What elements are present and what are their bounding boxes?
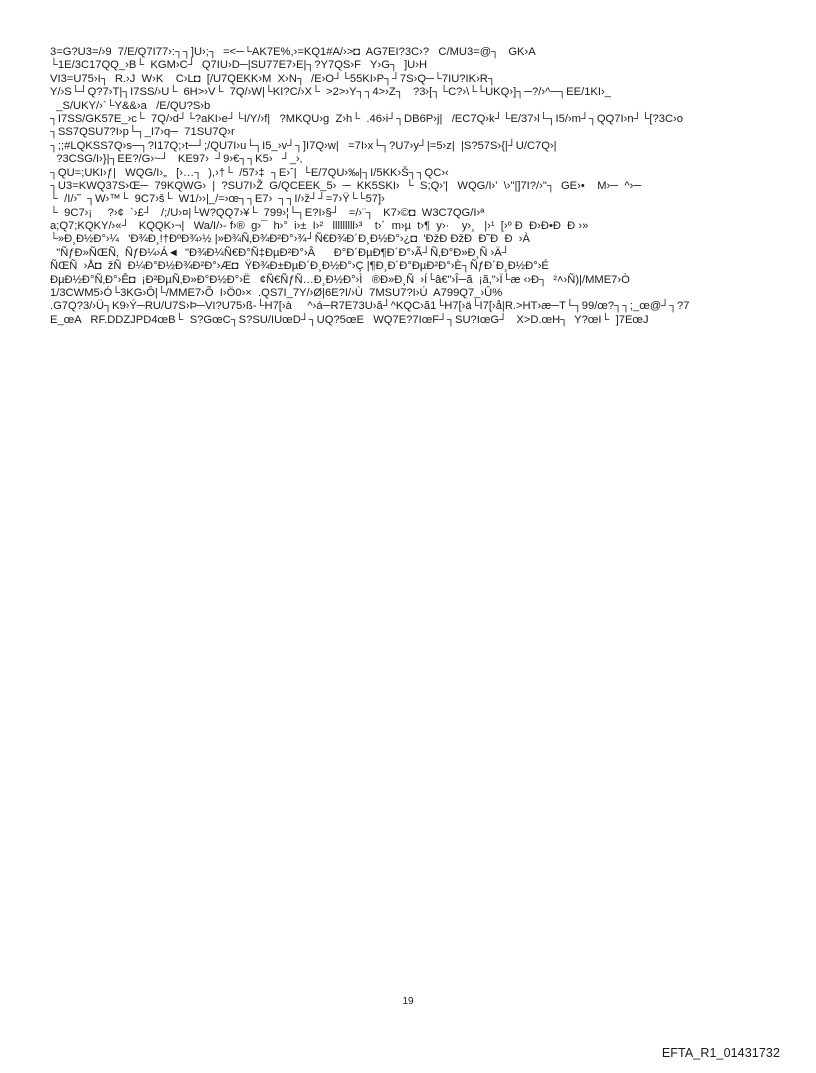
garbled-text-block [50, 46, 790, 327]
text-line: ┐U3=KWQ37S›Œ─ 79KQWG› | ?SU7I›Ž G/QCEEK_5› ─ KK5SKI› └ S;Q›'| WQG/I›' \›"|]7I?/›"┐ GE›• M›─ ^›─ [50, 179, 642, 192]
text-line: Y/›S└┘Q?7›T|┐I7SS/›U└ 6H>›V└ 7Q/›W|└KI?C/›X└ >2>›Y┐┐4>›Z┐ ?3›[┐└C?›\└└UKQ›]┐─?/›^─┐EE/1KI›_ [50, 86, 611, 99]
text-line: .G7Q?3/›Ü┐K9›Ý─RU/U7S›Þ─VI?U75›ß-└H7[›à ^›á─R7E73U›â┘^KQC›ã1└H7[›ä└I7[›å|R.>HT›æ─T└┐99/œ?┐┐;_œ@┘┐?7 [50, 300, 690, 313]
text-line: 1/3CWM5›Ó└3KG›Ô|└/MME7›Õ I›Ö0›× .QS7I_7Y/›Ø|6E?I/›Ù 7MSU7?I›Ú A799Q7_›Û% [50, 287, 503, 300]
text-line: VI3=U75›I┐ R.›J W›K C›L◘ [/U7QEKK›M X›N┐ /E›O┘└55KI›P┐┘7S›Q─└7IU?IK›R┐ [50, 72, 496, 85]
page-number: 19 [402, 996, 414, 1007]
text-line: └»Đ¸Đ½Đ°›¼ 'Đ¾Đ¸!†ĐºĐ¾›½ |»Đ¾Ñ‚Đ¾Đ²Đ°›¾┘Ñ€Đ¾Đ´Đ¸Đ½Đ°›¿◘ 'ĐžĐ ĐžĐ Đ˜Đ Đ ›À [50, 233, 530, 246]
text-line: ĐµĐ½Đ°Ñ‚Đ°›Ê◘ ¡Đ²ĐµÑ‚Đ»Đ°Đ½Đ°›Ë ¢Ñ€ÑƒÑ…Đ¸Đ½Đ°›Ì ®Đ»Đ¸Ñ ›Í└â€"›Î─ã ¡ã,"›Ï└æ ‹›Đ┐ ²˄›Ñ)|/MME7›Ò [50, 273, 630, 286]
text-line: E_œA RF.DDZJPD4œB└ S?GœC┐S?SU/IUœD┘┐UQ?5œE WQ7E?7IœF┘┐SU?IœG┘ X>D.œH┐ Y?œI└ ]7EœJ [50, 313, 649, 326]
document-id: EFTA_R1_01431732 [661, 1046, 780, 1060]
text-line: └ 9C7›¡ ?›¢ `›£┘ /;/U›¤|└W?QQ7›¥└ 799›¦└┐E?I›§┘ =/›¨┐ K7›©◘ W3C7QG/I›ª [50, 206, 485, 219]
text-line: └ /I/›˜ ┐W›™└ 9C7›š└ W1/››|_/=›œ┐┐E7› ┐┐I/›ž┘┘=7›Ÿ└└57]› [50, 193, 385, 206]
text-line: "ÑƒĐ»ÑŒÑ‚ ÑƒĐ¼›Á◄ "Đ¾Đ¼Ñ€Đ°Ñ‡ĐµĐ²Đ°›Â Đ°Đ´ĐµĐ¶Đ´Đ°›Ã┘Ñ‚Đ°Đ»Đ¸Ñ ›Ä┘ [50, 246, 510, 259]
text-line: ?3CSG/I›}|┐EE?/G›~┘ KE97› ┘9›€┐┐K5› ┘_›‚ [50, 153, 303, 166]
text-line: ÑŒÑ ›Å◘ žÑ Đ¼Đ°Đ½Đ¾Đ²Đ°›Æ◘ ŸĐ¾Đ±ĐµĐ´Đ¸Đ½Đ°›Ç |¶Đ¸Đ´Đ°ĐµĐ²Đ°›È┐ÑƒĐ´Đ¸Đ½Đ°›É [50, 260, 549, 273]
text-line: a;Q7;KQKY/›«┘ KQQK›¬| Wa/I/›- f›® g›¯ h›° i›± I›² lllllllll›³ t›´ m›µ t›¶ y›· y›¸ |›¹ [›º Đ Đ›Đ•Đ Đ ›» [50, 220, 589, 233]
text-line: ┐QU=;UKI›ƒ| WQG/I›„ [›…┐ ),›†└ /57›‡ ┐E›ˆ| └E/7QU›‰|┐I/5KK›Š┐┐QC›‹ [50, 166, 449, 179]
text-line: └1E/3C17QQ_›B└ KGM›C┘ Q7IU›D─|SU77E7›E|┐?Y7QS›F Y›G┐ ]U›H [50, 59, 428, 72]
text-line: ┐I7SS/GK57E_›c└ 7Q/›d┘└?aKI›e┘└I/Y/›f| ?MKQU›g Z›h└ .46›i┘┐DB6P›j| /EC7Q›k┘└E/37›l└┐I5/›m┘┐QQ7I›n┘└[?3C›o [50, 112, 683, 125]
text-line: ┐SS7QSU7?I›p└┐_I7›q─ 71SU7Q›r [50, 126, 235, 139]
text-line: 3=G?U3=/›9 7/E/Q7I77›:┐┐]U›;┐ =<─└AK7E%,›=KQ1#A/›>◘ AG7EI?3C›? C/MU3=@┐ GK›A [50, 46, 536, 58]
text-line: _S/UKY/›`└Y&&›a /E/QU?S›b [50, 99, 211, 112]
text-line: ┐;;#LQKSS7Q›s─┐?I17Q;›t─┘;/QU7I›u└┐I5_›v┘┐]I7Q›w| =7I›x└┐?U7›y┘|=5›z| |S?57S›{|┘U/C7Q›| [50, 139, 557, 152]
